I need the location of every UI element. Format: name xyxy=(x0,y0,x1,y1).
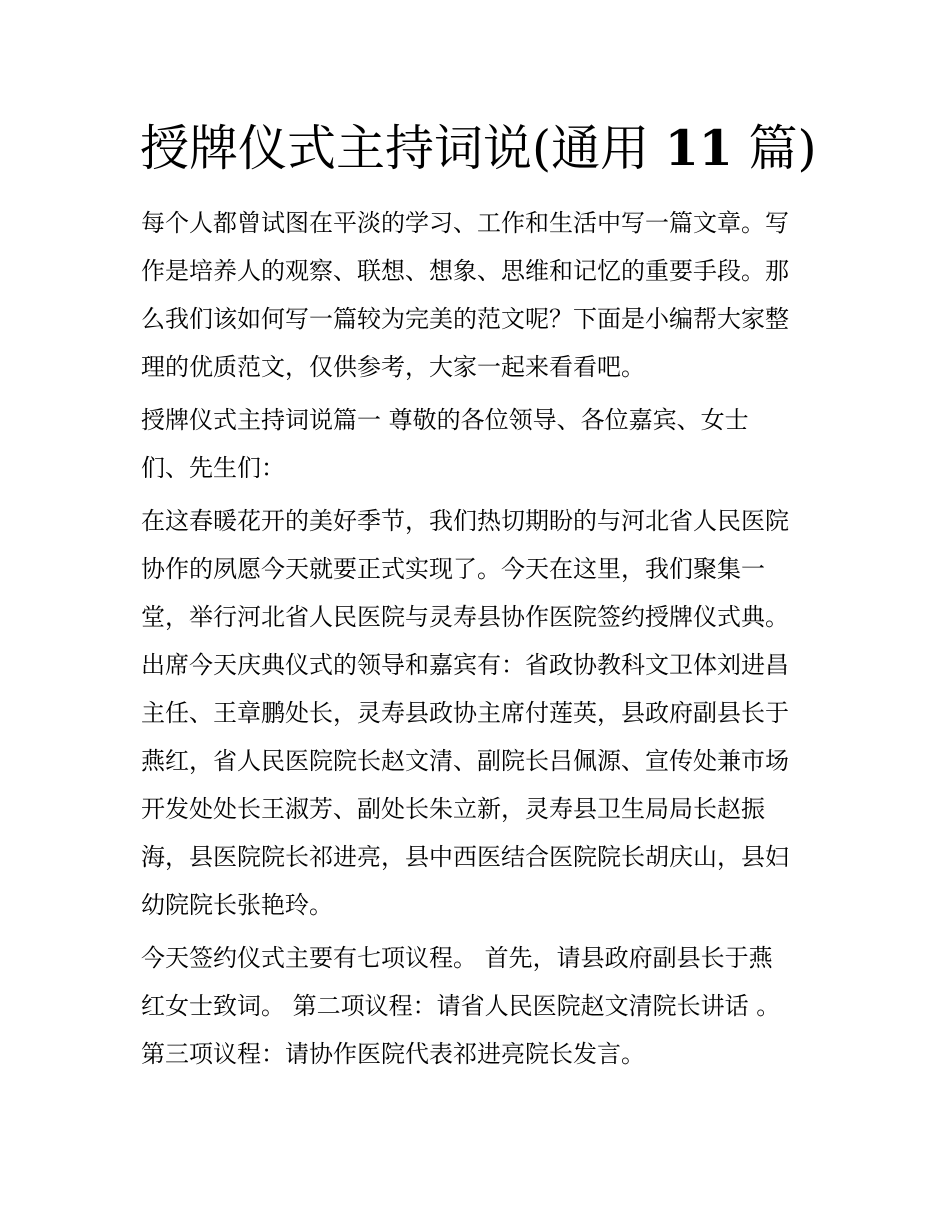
text-line: 幼院院长张艳玲。 xyxy=(141,891,333,919)
paragraph xyxy=(141,497,813,929)
paragraph xyxy=(141,934,813,1078)
text-line: 出席今天庆典仪式的领导和嘉宾有：省政协教科文卫体刘进昌 xyxy=(141,651,789,679)
paragraph xyxy=(141,396,813,492)
text-line: 燕红，省人民医院院长赵文清、副院长吕佩源、宣传处兼市场 xyxy=(141,747,789,775)
text-line: 协作的夙愿今天就要正式实现了。今天在这里，我们聚集一 xyxy=(141,555,765,583)
text-line: 海，县医院院长祁进亮，县中西医结合医院院长胡庆山，县妇 xyxy=(141,843,789,871)
text-line: 今天签约仪式主要有七项议程。 首先，请县政府副县长于燕 xyxy=(141,944,773,972)
text-line: 堂，举行河北省人民医院与灵寿县协作医院签约授牌仪式典。 xyxy=(141,603,789,631)
paragraph xyxy=(141,199,813,391)
text-line: 主任、王章鹏处长，灵寿县政协主席付莲英，县政府副县长于 xyxy=(141,699,789,727)
text-line: 作是培养人的观察、联想、想象、思维和记忆的重要手段。那 xyxy=(141,257,789,285)
text-line: 第三项议程：请协作医院代表祁进亮院长发言。 xyxy=(141,1040,645,1068)
document-title xyxy=(140,112,817,185)
text-line: 么我们该如何写一篇较为完美的范文呢？下面是小编帮大家整 xyxy=(141,305,789,333)
title-number: 11 xyxy=(664,119,733,177)
text-line: 红女士致词。 第二项议程：请省人民医院赵文清院长讲话 。 xyxy=(141,992,781,1020)
text-line: 们、先生们： xyxy=(141,454,285,482)
text-line: 理的优质范文，仅供参考，大家一起来看看吧。 xyxy=(141,353,645,381)
text-line: 在这春暖花开的美好季节，我们热切期盼的与河北省人民医院 xyxy=(141,507,789,535)
text-line: 每个人都曾试图在平淡的学习、工作和生活中写一篇文章。写 xyxy=(141,209,789,237)
text-line: 授牌仪式主持词说篇一 尊敬的各位领导、各位嘉宾、女士 xyxy=(141,406,749,434)
title-suffix: 篇) xyxy=(732,120,817,177)
document-body xyxy=(141,199,813,1083)
text-line: 开发处处长王淑芳、副处长朱立新，灵寿县卫生局局长赵振 xyxy=(141,795,765,823)
title-text: 授牌仪式主持词说(通用 xyxy=(140,120,665,177)
